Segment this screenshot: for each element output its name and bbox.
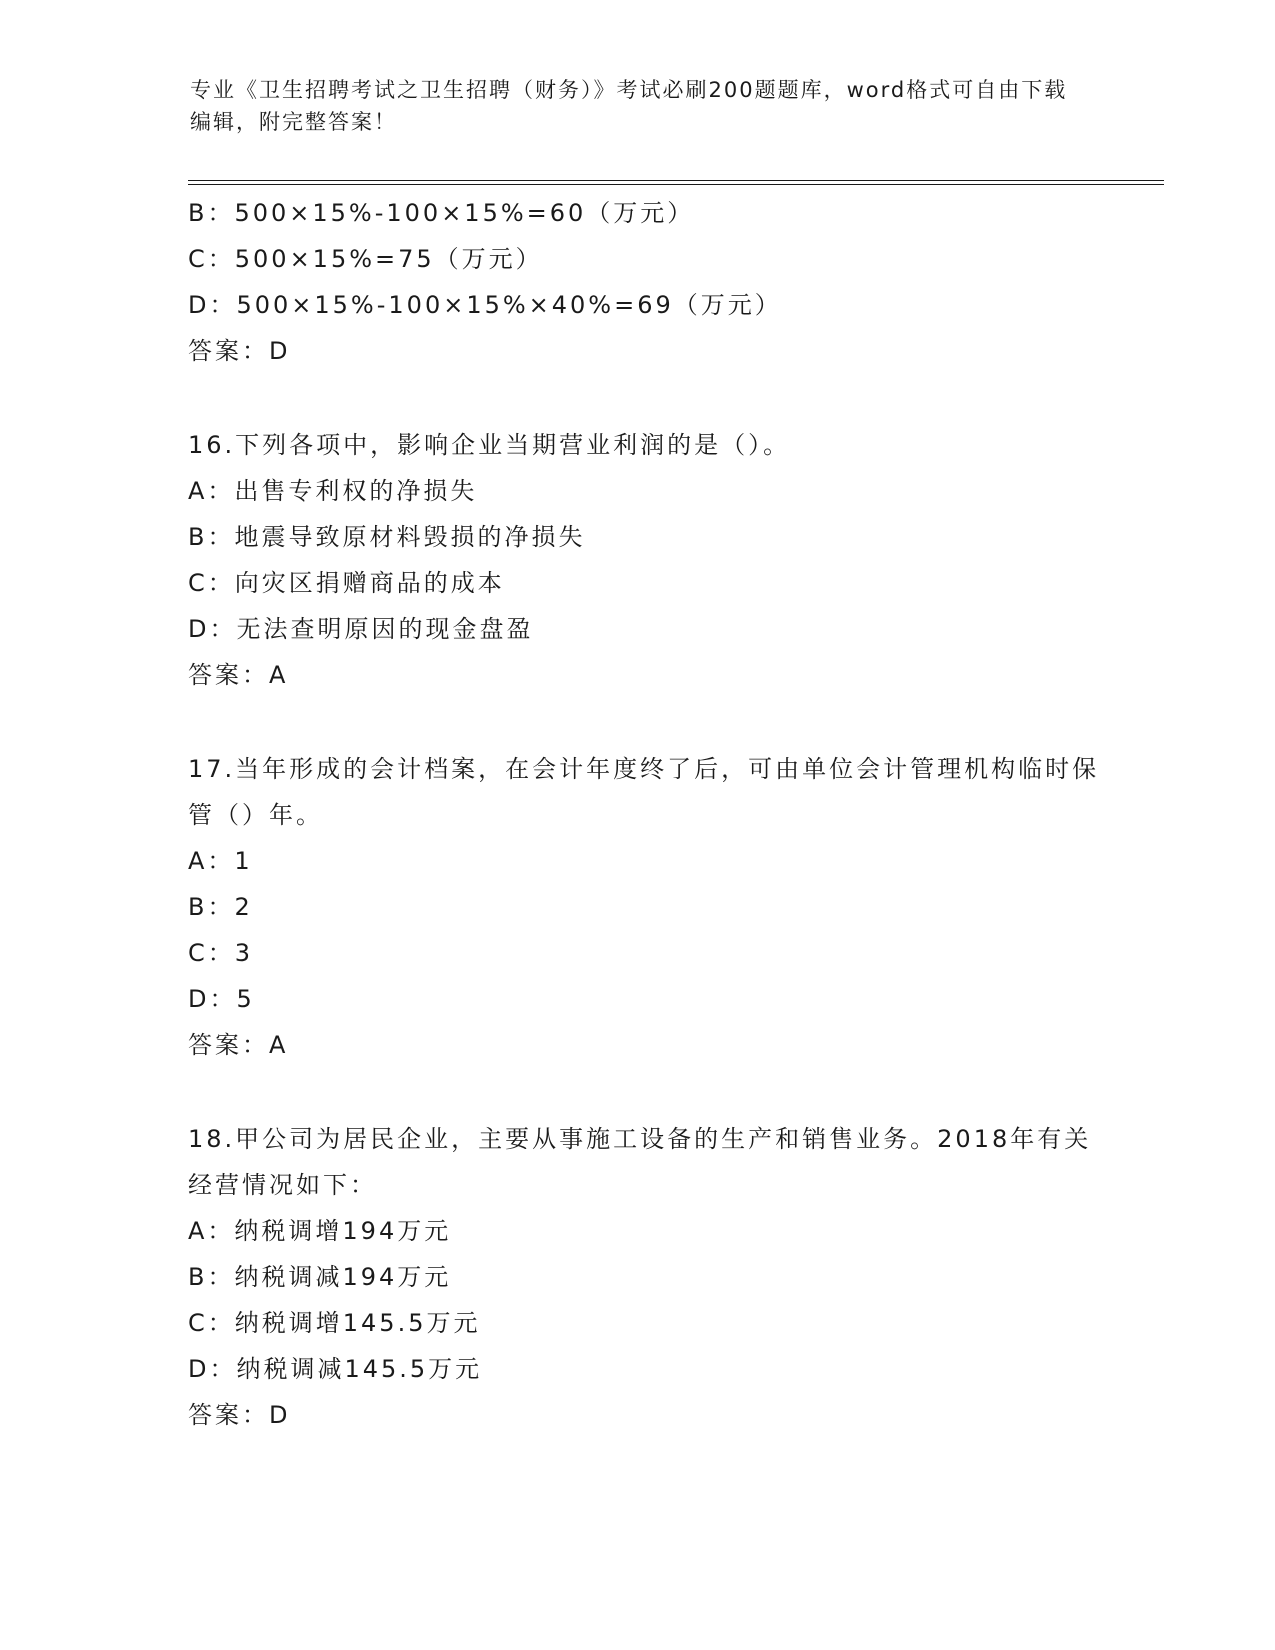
option-c: C：纳税调增145.5万元 — [188, 1309, 481, 1337]
option-d: D：无法查明原因的现金盘盈 — [188, 615, 534, 643]
document-header: 专业《卫生招聘考试之卫生招聘（财务）》考试必刷200题题库，word格式可自由下载编辑，附完整答案！ — [190, 78, 1068, 134]
option-b: B：2 — [188, 893, 253, 921]
header-divider-bottom — [188, 184, 1164, 185]
option-d: D：纳税调减145.5万元 — [188, 1355, 483, 1383]
option-c: C：500×15%=75（万元） — [188, 245, 543, 273]
option-d: D：500×15%-100×15%×40%=69（万元） — [188, 291, 782, 319]
option-a: A：纳税调增194万元 — [188, 1217, 452, 1245]
answer: 答案：D — [188, 337, 291, 365]
option-a: A：出售专利权的净损失 — [188, 477, 478, 505]
option-c: C：3 — [188, 939, 254, 967]
answer: 答案：A — [188, 1031, 289, 1059]
option-b: B：纳税调减194万元 — [188, 1263, 452, 1291]
question-16 — [188, 422, 1108, 698]
option-b: B：500×15%-100×15%=60（万元） — [188, 199, 695, 227]
answer: 答案：D — [188, 1401, 291, 1429]
spacer — [188, 1068, 1108, 1116]
option-a: A：1 — [188, 847, 253, 875]
option-d: D：5 — [188, 985, 255, 1013]
option-c: C：向灾区捐赠商品的成本 — [188, 569, 505, 597]
question-text: 18.甲公司为居民企业，主要从事施工设备的生产和销售业务。2018年有关经营情况如下： — [188, 1125, 1092, 1199]
spacer — [188, 698, 1108, 746]
question-text: 16.下列各项中，影响企业当期营业利润的是（）。 — [188, 431, 791, 459]
question-18 — [188, 1116, 1108, 1438]
header-divider-top — [188, 180, 1164, 181]
option-b: B：地震导致原材料毁损的净损失 — [188, 523, 586, 551]
question-15 — [188, 190, 1108, 374]
answer: 答案：A — [188, 661, 289, 689]
question-text: 17.当年形成的会计档案，在会计年度终了后，可由单位会计管理机构临时保管（）年。 — [188, 755, 1100, 829]
question-list — [188, 190, 1108, 1438]
question-17 — [188, 746, 1108, 1068]
spacer — [188, 374, 1108, 422]
